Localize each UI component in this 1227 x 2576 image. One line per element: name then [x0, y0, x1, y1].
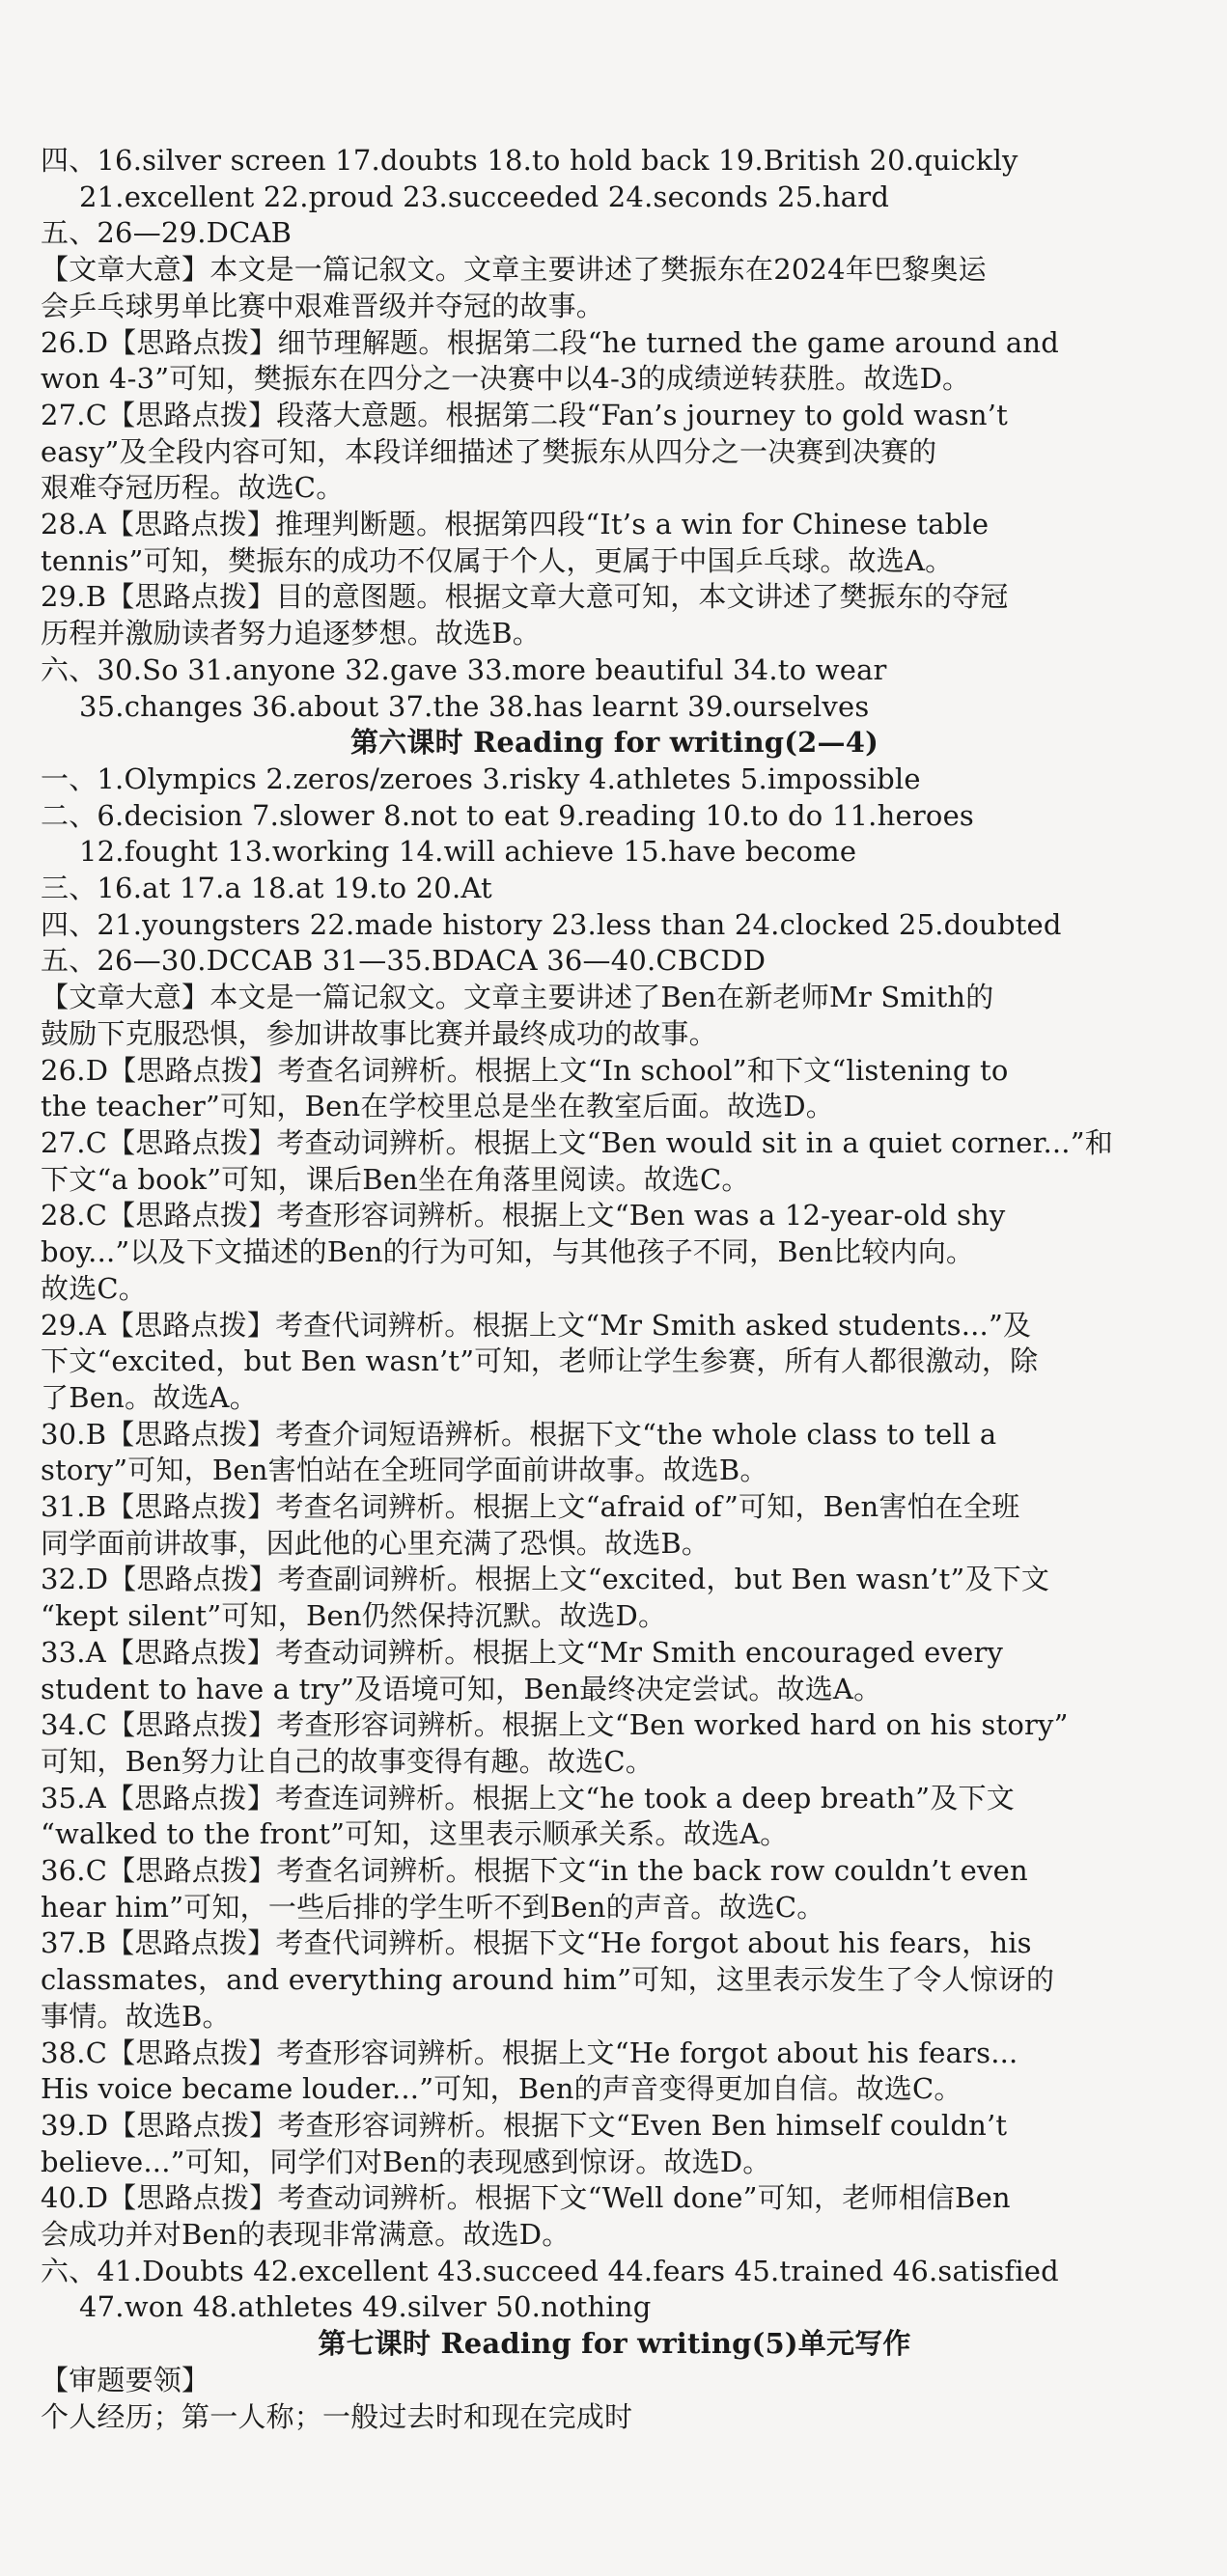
- answer-line: hear him”可知，一些后排的学生听不到Ben的声音。故选C。: [41, 1890, 825, 1924]
- answer-line: 38.C【思路点拨】考查形容词辨析。根据上文“He forgot about his fears...: [41, 2036, 1018, 2069]
- answer-line: His voice became louder...”可知，Ben的声音变得更加自信。故选C。: [41, 2072, 962, 2106]
- answer-line: 32.D【思路点拨】考查副词辨析。根据上文“excited，but Ben wasn’t”及下文: [41, 1563, 1050, 1596]
- answer-line: 21.excellent 22.proud 23.succeeded 24.seconds 25.hard: [79, 180, 890, 213]
- answer-line: “walked to the front”可知，这里表示顺承关系。故选A。: [41, 1817, 789, 1851]
- answer-line: 六、30.So 31.anyone 32.gave 33.more beautiful 34.to wear: [41, 652, 887, 686]
- answer-line: 下文“excited，but Ben wasn’t”可知，老师让学生参赛，所有人都很激动，除: [41, 1344, 1039, 1378]
- answer-line: 26.D【思路点拨】细节理解题。根据第二段“he turned the game around and: [41, 325, 1059, 359]
- answer-line: 可知，Ben努力让自己的故事变得有趣。故选C。: [41, 1744, 654, 1778]
- answer-line: 31.B【思路点拨】考查名词辨析。根据上文“afraid of”可知，Ben害怕在全班: [41, 1490, 1020, 1524]
- section-title: 第六课时 Reading for writing(2—4): [349, 726, 878, 760]
- answer-line: 27.C【思路点拨】段落大意题。根据第二段“Fan’s journey to gold wasn’t: [41, 398, 1008, 431]
- answer-line: 40.D【思路点拨】考查动词辨析。根据下文“Well done”可知，老师相信Ben: [41, 2181, 1011, 2215]
- answer-line: 28.C【思路点拨】考查形容词辨析。根据上文“Ben was a 12-year-old shy: [41, 1199, 1006, 1233]
- answer-line: 同学面前讲故事，因此他的心里充满了恐惧。故选B。: [41, 1526, 711, 1560]
- answer-line: 35.changes 36.about 37.the 38.has learnt 39.ourselves: [79, 689, 870, 723]
- answer-line: 四、21.youngsters 22.made history 23.less than 24.clocked 25.doubted: [41, 907, 1062, 941]
- answer-line: 36.C【思路点拨】考查名词辨析。根据下文“in the back row couldn’t even: [41, 1854, 1028, 1888]
- answer-line: 六、41.Doubts 42.excellent 43.succeed 44.fears 45.trained 46.satisfied: [41, 2254, 1059, 2287]
- answer-line: classmates，and everything around him”可知，这里表示发生了令人惊讶的: [41, 1963, 1055, 1997]
- answer-line: 12.fought 13.working 14.will achieve 15.have become: [79, 835, 857, 869]
- answer-line: 33.A【思路点拨】考查动词辨析。根据上文“Mr Smith encouraged every: [41, 1635, 1004, 1669]
- answer-line: 一、1.Olympics 2.zeros/zeroes 3.risky 4.athletes 5.impossible: [41, 762, 921, 795]
- answer-line: the teacher”可知，Ben在学校里总是坐在教室后面。故选D。: [41, 1090, 834, 1123]
- answer-line: 故选C。: [41, 1271, 147, 1305]
- answer-line: easy”及全段内容可知，本段详细描述了樊振东从四分之一决赛到决赛的: [41, 434, 937, 468]
- answer-line: 29.A【思路点拨】考查代词辨析。根据上文“Mr Smith asked students...”及: [41, 1308, 1032, 1342]
- answer-line: 39.D【思路点拨】考查形容词辨析。根据下文“Even Ben himself couldn’t: [41, 2108, 1008, 2142]
- answer-line: 【文章大意】本文是一篇记叙文。文章主要讲述了樊振东在2024年巴黎奥运: [41, 253, 987, 287]
- answer-line: believe...”可知，同学们对Ben的表现感到惊讶。故选D。: [41, 2145, 771, 2178]
- answer-line: “kept silent”可知，Ben仍然保持沉默。故选D。: [41, 1599, 667, 1633]
- answer-line: 【审题要领】: [41, 2363, 210, 2396]
- answer-line: 26.D【思路点拨】考查名词辨析。根据上文“In school”和下文“listening to: [41, 1053, 1009, 1087]
- answer-line: 鼓励下克服恐惧，参加讲故事比赛并最终成功的故事。: [41, 1016, 717, 1050]
- answer-line: won 4-3”可知，樊振东在四分之一决赛中以4-3的成绩逆转获胜。故选D。: [41, 362, 971, 396]
- answer-line: 34.C【思路点拨】考查形容词辨析。根据上文“Ben worked hard on his story”: [41, 1708, 1069, 1742]
- answer-line: boy...”以及下文描述的Ben的行为可知，与其他孩子不同，Ben比较内向。: [41, 1235, 975, 1269]
- answer-line: 事情。故选B。: [41, 1999, 231, 2033]
- answer-line: 35.A【思路点拨】考查连词辨析。根据上文“he took a deep breath”及下文: [41, 1781, 1015, 1814]
- answer-line: 个人经历；第一人称；一般过去时和现在完成时: [41, 2399, 633, 2433]
- answer-line: 三、16.at 17.a 18.at 19.to 20.At: [41, 872, 492, 905]
- answer-line: 下文“a book”可知，课后Ben坐在角落里阅读。故选C。: [41, 1162, 750, 1196]
- answer-line: student to have a try”及语境可知，Ben最终决定尝试。故选A。: [41, 1672, 882, 1705]
- answer-line: tennis”可知，樊振东的成功不仅属于个人，更属于中国乒乓球。故选A。: [41, 543, 954, 577]
- answer-line: 四、16.silver screen 17.doubts 18.to hold back 19.British 20.quickly: [41, 144, 1018, 177]
- answer-line: 30.B【思路点拨】考查介词短语辨析。根据下文“the whole class to tell a: [41, 1417, 997, 1451]
- answer-line: 28.A【思路点拨】推理判断题。根据第四段“It’s a win for Chinese table: [41, 508, 990, 541]
- answer-line: story”可知，Ben害怕站在全班同学面前讲故事。故选B。: [41, 1454, 768, 1487]
- answer-line: 【文章大意】本文是一篇记叙文。文章主要讲述了Ben在新老师Mr Smith的: [41, 981, 994, 1014]
- section-title: 第七课时 Reading for writing(5)单元写作: [318, 2327, 911, 2361]
- answer-line: 29.B【思路点拨】目的意图题。根据文章大意可知，本文讲述了樊振东的夺冠: [41, 580, 1009, 614]
- answer-line: 27.C【思路点拨】考查动词辨析。根据上文“Ben would sit in a quiet corner...”和: [41, 1125, 1113, 1159]
- answer-line: 五、26—30.DCCAB 31—35.BDACA 36—40.CBCDD: [41, 944, 767, 978]
- answer-line: 了Ben。故选A。: [41, 1380, 258, 1414]
- answer-line: 二、6.decision 7.slower 8.not to eat 9.reading 10.to do 11.heroes: [41, 798, 975, 832]
- answer-line: 会乒乓球男单比赛中艰难晋级并夺冠的故事。: [41, 289, 605, 322]
- answer-line: 艰难夺冠历程。故选C。: [41, 471, 345, 505]
- answer-line: 37.B【思路点拨】考查代词辨析。根据下文“He forgot about his fears，his: [41, 1926, 1032, 1960]
- answer-line: 五、26—29.DCAB: [41, 216, 293, 250]
- answer-line: 会成功并对Ben的表现非常满意。故选D。: [41, 2218, 571, 2252]
- answer-line: 历程并激励读者努力追逐梦想。故选B。: [41, 617, 541, 651]
- answer-line: 47.won 48.athletes 49.silver 50.nothing: [79, 2290, 652, 2324]
